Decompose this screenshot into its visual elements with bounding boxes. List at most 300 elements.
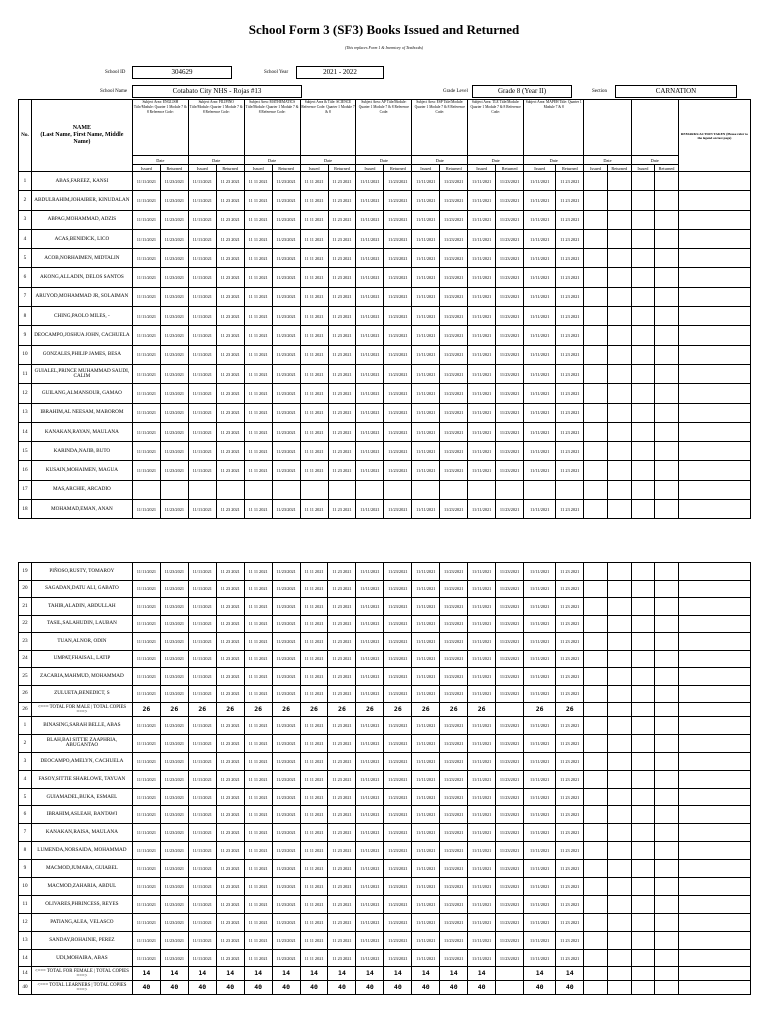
- issued-date-cell[interactable]: 11/11/2021: [188, 172, 216, 191]
- returned-date-cell[interactable]: 11 23 2021: [328, 229, 356, 248]
- issued-date-cell[interactable]: 11/11/2021: [356, 685, 384, 703]
- returned-date-cell[interactable]: 11/23/2021: [440, 364, 468, 383]
- returned-date-cell[interactable]: 11/23/2021: [384, 824, 412, 842]
- issued-date-cell[interactable]: 11/11/2021: [412, 615, 440, 633]
- returned-date-cell[interactable]: 11 23 2021: [556, 878, 584, 896]
- returned-date-cell[interactable]: 11/23/2021: [272, 860, 300, 878]
- returned-date-cell[interactable]: 11/23/2021: [496, 598, 524, 616]
- date-cell[interactable]: [524, 480, 556, 499]
- returned-date-cell[interactable]: [607, 500, 631, 519]
- returned-date-cell[interactable]: 11/23/2021: [384, 752, 412, 770]
- returned-date-cell[interactable]: 11/23/2021: [160, 770, 188, 788]
- issued-date-cell[interactable]: 11 11 2021: [244, 268, 272, 287]
- returned-date-cell[interactable]: [607, 563, 631, 581]
- returned-date-cell[interactable]: 11/23/2021: [272, 422, 300, 441]
- remarks-cell[interactable]: [678, 913, 750, 931]
- returned-date-cell[interactable]: [607, 734, 631, 752]
- returned-date-cell[interactable]: 11/23/2021: [384, 633, 412, 651]
- date-cell[interactable]: [584, 480, 608, 499]
- returned-date-cell[interactable]: 11 23 2021: [216, 229, 244, 248]
- returned-date-cell[interactable]: 11/23/2021: [160, 913, 188, 931]
- issued-date-cell[interactable]: 11 11 2021: [300, 287, 328, 306]
- issued-date-cell[interactable]: 11 11 2021: [244, 650, 272, 668]
- issued-date-cell[interactable]: 11/11/2021: [468, 949, 496, 967]
- date-cell[interactable]: [468, 480, 496, 499]
- issued-date-cell[interactable]: 11 11 2021: [244, 364, 272, 383]
- issued-date-cell[interactable]: 11/11/2021: [468, 895, 496, 913]
- returned-date-cell[interactable]: 11 23 2021: [556, 580, 584, 598]
- returned-date-cell[interactable]: 11/23/2021: [440, 287, 468, 306]
- returned-date-cell[interactable]: 11 23 2021: [216, 860, 244, 878]
- issued-date-cell[interactable]: 11/11/2021: [468, 422, 496, 441]
- returned-date-cell[interactable]: [655, 268, 679, 287]
- issued-date-cell[interactable]: 11/11/2021: [412, 461, 440, 480]
- issued-date-cell[interactable]: [584, 287, 608, 306]
- returned-date-cell[interactable]: 11 23 2021: [216, 770, 244, 788]
- issued-date-cell[interactable]: 11/11/2021: [468, 931, 496, 949]
- issued-date-cell[interactable]: 11 11 2021: [244, 685, 272, 703]
- issued-date-cell[interactable]: 11/11/2021: [524, 895, 556, 913]
- issued-date-cell[interactable]: 11/11/2021: [132, 384, 160, 403]
- issued-date-cell[interactable]: 11/11/2021: [132, 806, 160, 824]
- remarks-cell[interactable]: [678, 598, 750, 616]
- issued-date-cell[interactable]: 11 11 2021: [300, 685, 328, 703]
- issued-date-cell[interactable]: [631, 384, 655, 403]
- returned-date-cell[interactable]: 11 23 2021: [328, 878, 356, 896]
- remarks-cell[interactable]: [678, 326, 750, 345]
- returned-date-cell[interactable]: 11/23/2021: [384, 563, 412, 581]
- remarks-cell[interactable]: [678, 249, 750, 268]
- issued-date-cell[interactable]: [631, 580, 655, 598]
- returned-date-cell[interactable]: 11 23 2021: [216, 878, 244, 896]
- remarks-cell[interactable]: [678, 842, 750, 860]
- remarks-cell[interactable]: [678, 287, 750, 306]
- returned-date-cell[interactable]: [655, 685, 679, 703]
- issued-date-cell[interactable]: 11/11/2021: [468, 461, 496, 480]
- returned-date-cell[interactable]: 11/23/2021: [496, 442, 524, 461]
- issued-date-cell[interactable]: 11/11/2021: [132, 824, 160, 842]
- issued-date-cell[interactable]: 11 11 2021: [244, 615, 272, 633]
- returned-date-cell[interactable]: 11 23 2021: [328, 615, 356, 633]
- returned-date-cell[interactable]: 11/23/2021: [496, 345, 524, 364]
- returned-date-cell[interactable]: 11/23/2021: [160, 268, 188, 287]
- issued-date-cell[interactable]: [584, 650, 608, 668]
- issued-date-cell[interactable]: 11/11/2021: [412, 913, 440, 931]
- issued-date-cell[interactable]: 11/11/2021: [188, 461, 216, 480]
- returned-date-cell[interactable]: 11 23 2021: [328, 650, 356, 668]
- issued-date-cell[interactable]: 11/11/2021: [524, 931, 556, 949]
- returned-date-cell[interactable]: 11/23/2021: [384, 442, 412, 461]
- returned-date-cell[interactable]: 11/23/2021: [384, 191, 412, 210]
- date-cell[interactable]: [384, 480, 412, 499]
- issued-date-cell[interactable]: 11/11/2021: [188, 442, 216, 461]
- issued-date-cell[interactable]: 11/11/2021: [524, 824, 556, 842]
- returned-date-cell[interactable]: 11 23 2021: [328, 364, 356, 383]
- returned-date-cell[interactable]: 11/23/2021: [440, 563, 468, 581]
- issued-date-cell[interactable]: 11/11/2021: [356, 633, 384, 651]
- issued-date-cell[interactable]: 11/11/2021: [188, 287, 216, 306]
- issued-date-cell[interactable]: [631, 563, 655, 581]
- issued-date-cell[interactable]: [631, 685, 655, 703]
- issued-date-cell[interactable]: 11/11/2021: [132, 345, 160, 364]
- returned-date-cell[interactable]: [607, 403, 631, 422]
- issued-date-cell[interactable]: 11/11/2021: [468, 326, 496, 345]
- issued-date-cell[interactable]: 11 11 2021: [244, 806, 272, 824]
- returned-date-cell[interactable]: 11 23 2021: [216, 788, 244, 806]
- returned-date-cell[interactable]: 11/23/2021: [272, 615, 300, 633]
- remarks-cell[interactable]: [678, 364, 750, 383]
- issued-date-cell[interactable]: 11 11 2021: [244, 824, 272, 842]
- issued-date-cell[interactable]: 11/11/2021: [412, 650, 440, 668]
- date-cell[interactable]: [440, 480, 468, 499]
- returned-date-cell[interactable]: 11/23/2021: [160, 949, 188, 967]
- issued-date-cell[interactable]: 11/11/2021: [188, 210, 216, 229]
- returned-date-cell[interactable]: 11/23/2021: [496, 615, 524, 633]
- issued-date-cell[interactable]: 11/11/2021: [412, 307, 440, 326]
- issued-date-cell[interactable]: 11/11/2021: [356, 860, 384, 878]
- remarks-cell[interactable]: [678, 580, 750, 598]
- issued-date-cell[interactable]: 11/11/2021: [188, 668, 216, 686]
- returned-date-cell[interactable]: 11 23 2021: [556, 326, 584, 345]
- returned-date-cell[interactable]: 11 23 2021: [328, 788, 356, 806]
- returned-date-cell[interactable]: 11/23/2021: [160, 734, 188, 752]
- returned-date-cell[interactable]: 11/23/2021: [272, 307, 300, 326]
- issued-date-cell[interactable]: 11/11/2021: [132, 422, 160, 441]
- returned-date-cell[interactable]: 11/23/2021: [440, 633, 468, 651]
- issued-date-cell[interactable]: [631, 650, 655, 668]
- returned-date-cell[interactable]: 11/23/2021: [160, 580, 188, 598]
- returned-date-cell[interactable]: 11/23/2021: [272, 364, 300, 383]
- returned-date-cell[interactable]: 11 23 2021: [328, 403, 356, 422]
- issued-date-cell[interactable]: 11 11 2021: [300, 615, 328, 633]
- remarks-cell[interactable]: [678, 860, 750, 878]
- issued-date-cell[interactable]: 11/11/2021: [412, 384, 440, 403]
- issued-date-cell[interactable]: 11/11/2021: [412, 895, 440, 913]
- returned-date-cell[interactable]: 11/23/2021: [272, 326, 300, 345]
- returned-date-cell[interactable]: [655, 563, 679, 581]
- returned-date-cell[interactable]: 11 23 2021: [556, 685, 584, 703]
- issued-date-cell[interactable]: 11/11/2021: [132, 326, 160, 345]
- returned-date-cell[interactable]: 11/23/2021: [496, 210, 524, 229]
- returned-date-cell[interactable]: 11 23 2021: [328, 598, 356, 616]
- returned-date-cell[interactable]: [607, 770, 631, 788]
- issued-date-cell[interactable]: 11/11/2021: [188, 191, 216, 210]
- issued-date-cell[interactable]: [584, 878, 608, 896]
- returned-date-cell[interactable]: 11/23/2021: [440, 931, 468, 949]
- issued-date-cell[interactable]: 11/11/2021: [412, 500, 440, 519]
- returned-date-cell[interactable]: 11 23 2021: [216, 268, 244, 287]
- returned-date-cell[interactable]: 11 23 2021: [556, 913, 584, 931]
- returned-date-cell[interactable]: 11 23 2021: [328, 842, 356, 860]
- issued-date-cell[interactable]: [631, 210, 655, 229]
- returned-date-cell[interactable]: 11 23 2021: [556, 442, 584, 461]
- issued-date-cell[interactable]: 11/11/2021: [188, 806, 216, 824]
- returned-date-cell[interactable]: [607, 307, 631, 326]
- issued-date-cell[interactable]: 11/11/2021: [356, 500, 384, 519]
- returned-date-cell[interactable]: 11/23/2021: [440, 500, 468, 519]
- returned-date-cell[interactable]: 11 23 2021: [216, 824, 244, 842]
- remarks-cell[interactable]: [678, 442, 750, 461]
- issued-date-cell[interactable]: 11 11 2021: [300, 345, 328, 364]
- returned-date-cell[interactable]: 11/23/2021: [160, 685, 188, 703]
- issued-date-cell[interactable]: 11/11/2021: [468, 668, 496, 686]
- issued-date-cell[interactable]: 11 11 2021: [300, 403, 328, 422]
- returned-date-cell[interactable]: 11 23 2021: [216, 895, 244, 913]
- issued-date-cell[interactable]: 11/11/2021: [468, 210, 496, 229]
- issued-date-cell[interactable]: 11/11/2021: [356, 442, 384, 461]
- returned-date-cell[interactable]: 11/23/2021: [160, 650, 188, 668]
- issued-date-cell[interactable]: [631, 287, 655, 306]
- issued-date-cell[interactable]: 11 11 2021: [300, 210, 328, 229]
- returned-date-cell[interactable]: 11/23/2021: [440, 824, 468, 842]
- issued-date-cell[interactable]: 11/11/2021: [468, 878, 496, 896]
- issued-date-cell[interactable]: [631, 860, 655, 878]
- returned-date-cell[interactable]: 11/23/2021: [272, 442, 300, 461]
- issued-date-cell[interactable]: 11/11/2021: [468, 615, 496, 633]
- issued-date-cell[interactable]: 11/11/2021: [412, 442, 440, 461]
- issued-date-cell[interactable]: 11/11/2021: [188, 403, 216, 422]
- issued-date-cell[interactable]: 11/11/2021: [468, 287, 496, 306]
- returned-date-cell[interactable]: [655, 770, 679, 788]
- issued-date-cell[interactable]: [584, 172, 608, 191]
- issued-date-cell[interactable]: 11/11/2021: [356, 403, 384, 422]
- issued-date-cell[interactable]: 11/11/2021: [524, 633, 556, 651]
- issued-date-cell[interactable]: 11/11/2021: [412, 403, 440, 422]
- returned-date-cell[interactable]: [655, 326, 679, 345]
- issued-date-cell[interactable]: 11/11/2021: [468, 752, 496, 770]
- returned-date-cell[interactable]: 11 23 2021: [328, 913, 356, 931]
- issued-date-cell[interactable]: 11/11/2021: [188, 307, 216, 326]
- returned-date-cell[interactable]: 11 23 2021: [328, 668, 356, 686]
- issued-date-cell[interactable]: 11/11/2021: [356, 770, 384, 788]
- returned-date-cell[interactable]: 11/23/2021: [384, 461, 412, 480]
- date-cell[interactable]: [216, 480, 244, 499]
- returned-date-cell[interactable]: 11/23/2021: [440, 210, 468, 229]
- issued-date-cell[interactable]: 11/11/2021: [132, 500, 160, 519]
- returned-date-cell[interactable]: 11 23 2021: [216, 650, 244, 668]
- returned-date-cell[interactable]: 11 23 2021: [328, 461, 356, 480]
- returned-date-cell[interactable]: 11/23/2021: [496, 806, 524, 824]
- remarks-cell[interactable]: [678, 422, 750, 441]
- issued-date-cell[interactable]: 11/11/2021: [356, 307, 384, 326]
- returned-date-cell[interactable]: 11/23/2021: [384, 895, 412, 913]
- returned-date-cell[interactable]: [655, 364, 679, 383]
- returned-date-cell[interactable]: 11 23 2021: [556, 598, 584, 616]
- returned-date-cell[interactable]: 11/23/2021: [272, 500, 300, 519]
- issued-date-cell[interactable]: 11/11/2021: [132, 580, 160, 598]
- returned-date-cell[interactable]: 11 23 2021: [556, 752, 584, 770]
- issued-date-cell[interactable]: 11 11 2021: [300, 734, 328, 752]
- issued-date-cell[interactable]: 11/11/2021: [188, 650, 216, 668]
- date-cell[interactable]: [356, 480, 384, 499]
- date-cell[interactable]: [607, 480, 631, 499]
- issued-date-cell[interactable]: 11/11/2021: [468, 860, 496, 878]
- returned-date-cell[interactable]: [655, 668, 679, 686]
- issued-date-cell[interactable]: 11 11 2021: [300, 788, 328, 806]
- issued-date-cell[interactable]: 11/11/2021: [356, 422, 384, 441]
- returned-date-cell[interactable]: 11/23/2021: [440, 461, 468, 480]
- issued-date-cell[interactable]: 11/11/2021: [412, 563, 440, 581]
- returned-date-cell[interactable]: 11/23/2021: [496, 229, 524, 248]
- returned-date-cell[interactable]: [655, 633, 679, 651]
- issued-date-cell[interactable]: 11/11/2021: [356, 668, 384, 686]
- returned-date-cell[interactable]: 11/23/2021: [440, 249, 468, 268]
- issued-date-cell[interactable]: 11/11/2021: [356, 563, 384, 581]
- issued-date-cell[interactable]: 11/11/2021: [524, 191, 556, 210]
- returned-date-cell[interactable]: 11/23/2021: [384, 650, 412, 668]
- returned-date-cell[interactable]: 11 23 2021: [556, 563, 584, 581]
- issued-date-cell[interactable]: 11 11 2021: [300, 364, 328, 383]
- returned-date-cell[interactable]: 11/23/2021: [440, 172, 468, 191]
- issued-date-cell[interactable]: 11/11/2021: [188, 770, 216, 788]
- issued-date-cell[interactable]: 11 11 2021: [300, 249, 328, 268]
- issued-date-cell[interactable]: 11/11/2021: [524, 860, 556, 878]
- returned-date-cell[interactable]: [607, 229, 631, 248]
- issued-date-cell[interactable]: 11/11/2021: [524, 806, 556, 824]
- issued-date-cell[interactable]: 11/11/2021: [132, 788, 160, 806]
- returned-date-cell[interactable]: 11/23/2021: [440, 598, 468, 616]
- issued-date-cell[interactable]: 11/11/2021: [356, 210, 384, 229]
- returned-date-cell[interactable]: 11/23/2021: [440, 788, 468, 806]
- issued-date-cell[interactable]: 11/11/2021: [188, 842, 216, 860]
- issued-date-cell[interactable]: 11 11 2021: [244, 668, 272, 686]
- issued-date-cell[interactable]: 11/11/2021: [468, 598, 496, 616]
- returned-date-cell[interactable]: 11/23/2021: [272, 580, 300, 598]
- issued-date-cell[interactable]: 11 11 2021: [244, 931, 272, 949]
- returned-date-cell[interactable]: 11 23 2021: [328, 633, 356, 651]
- issued-date-cell[interactable]: [631, 229, 655, 248]
- returned-date-cell[interactable]: 11/23/2021: [496, 633, 524, 651]
- issued-date-cell[interactable]: 11/11/2021: [468, 788, 496, 806]
- issued-date-cell[interactable]: 11/11/2021: [468, 717, 496, 735]
- date-cell[interactable]: [412, 480, 440, 499]
- issued-date-cell[interactable]: [631, 191, 655, 210]
- returned-date-cell[interactable]: 11 23 2021: [556, 806, 584, 824]
- returned-date-cell[interactable]: 11/23/2021: [496, 752, 524, 770]
- returned-date-cell[interactable]: 11 23 2021: [216, 403, 244, 422]
- issued-date-cell[interactable]: 11/11/2021: [412, 364, 440, 383]
- issued-date-cell[interactable]: 11/11/2021: [412, 287, 440, 306]
- returned-date-cell[interactable]: 11/23/2021: [440, 307, 468, 326]
- returned-date-cell[interactable]: 11/23/2021: [160, 806, 188, 824]
- issued-date-cell[interactable]: 11 11 2021: [244, 563, 272, 581]
- returned-date-cell[interactable]: 11/23/2021: [496, 403, 524, 422]
- returned-date-cell[interactable]: 11/23/2021: [496, 461, 524, 480]
- returned-date-cell[interactable]: 11 23 2021: [556, 770, 584, 788]
- issued-date-cell[interactable]: [631, 752, 655, 770]
- issued-date-cell[interactable]: 11/11/2021: [524, 229, 556, 248]
- issued-date-cell[interactable]: 11 11 2021: [300, 752, 328, 770]
- returned-date-cell[interactable]: 11/23/2021: [384, 384, 412, 403]
- returned-date-cell[interactable]: 11 23 2021: [556, 650, 584, 668]
- issued-date-cell[interactable]: 11/11/2021: [524, 461, 556, 480]
- issued-date-cell[interactable]: 11/11/2021: [356, 229, 384, 248]
- issued-date-cell[interactable]: [631, 734, 655, 752]
- returned-date-cell[interactable]: 11 23 2021: [216, 326, 244, 345]
- issued-date-cell[interactable]: 11/11/2021: [468, 806, 496, 824]
- issued-date-cell[interactable]: 11/11/2021: [132, 878, 160, 896]
- issued-date-cell[interactable]: 11/11/2021: [356, 326, 384, 345]
- returned-date-cell[interactable]: 11 23 2021: [216, 172, 244, 191]
- remarks-cell[interactable]: [678, 717, 750, 735]
- returned-date-cell[interactable]: 11/23/2021: [496, 191, 524, 210]
- returned-date-cell[interactable]: [607, 931, 631, 949]
- returned-date-cell[interactable]: 11/23/2021: [440, 895, 468, 913]
- issued-date-cell[interactable]: 11/11/2021: [188, 229, 216, 248]
- issued-date-cell[interactable]: 11/11/2021: [356, 268, 384, 287]
- returned-date-cell[interactable]: 11/23/2021: [160, 191, 188, 210]
- issued-date-cell[interactable]: [631, 268, 655, 287]
- returned-date-cell[interactable]: 11 23 2021: [556, 461, 584, 480]
- returned-date-cell[interactable]: 11 23 2021: [216, 210, 244, 229]
- returned-date-cell[interactable]: [607, 668, 631, 686]
- issued-date-cell[interactable]: [631, 931, 655, 949]
- returned-date-cell[interactable]: 11/23/2021: [496, 650, 524, 668]
- issued-date-cell[interactable]: 11/11/2021: [468, 500, 496, 519]
- issued-date-cell[interactable]: 11/11/2021: [412, 268, 440, 287]
- returned-date-cell[interactable]: 11/23/2021: [384, 172, 412, 191]
- returned-date-cell[interactable]: 11/23/2021: [440, 268, 468, 287]
- issued-date-cell[interactable]: [584, 442, 608, 461]
- remarks-cell[interactable]: [678, 461, 750, 480]
- issued-date-cell[interactable]: 11/11/2021: [412, 580, 440, 598]
- date-cell[interactable]: [655, 480, 679, 499]
- issued-date-cell[interactable]: 11/11/2021: [356, 806, 384, 824]
- issued-date-cell[interactable]: 11 11 2021: [244, 403, 272, 422]
- issued-date-cell[interactable]: 11/11/2021: [188, 860, 216, 878]
- issued-date-cell[interactable]: [584, 668, 608, 686]
- returned-date-cell[interactable]: 11 23 2021: [556, 668, 584, 686]
- issued-date-cell[interactable]: [584, 210, 608, 229]
- returned-date-cell[interactable]: 11/23/2021: [440, 191, 468, 210]
- issued-date-cell[interactable]: 11/11/2021: [468, 249, 496, 268]
- returned-date-cell[interactable]: [607, 949, 631, 967]
- issued-date-cell[interactable]: 11 11 2021: [244, 633, 272, 651]
- returned-date-cell[interactable]: 11 23 2021: [216, 191, 244, 210]
- returned-date-cell[interactable]: 11 23 2021: [328, 580, 356, 598]
- returned-date-cell[interactable]: 11/23/2021: [272, 403, 300, 422]
- issued-date-cell[interactable]: [584, 615, 608, 633]
- issued-date-cell[interactable]: [584, 895, 608, 913]
- issued-date-cell[interactable]: 11 11 2021: [244, 734, 272, 752]
- returned-date-cell[interactable]: 11 23 2021: [556, 734, 584, 752]
- returned-date-cell[interactable]: 11/23/2021: [160, 895, 188, 913]
- issued-date-cell[interactable]: 11 11 2021: [244, 442, 272, 461]
- returned-date-cell[interactable]: 11/23/2021: [160, 326, 188, 345]
- issued-date-cell[interactable]: [584, 752, 608, 770]
- returned-date-cell[interactable]: 11/23/2021: [272, 563, 300, 581]
- returned-date-cell[interactable]: 11 23 2021: [328, 824, 356, 842]
- issued-date-cell[interactable]: 11 11 2021: [244, 172, 272, 191]
- returned-date-cell[interactable]: 11/23/2021: [496, 326, 524, 345]
- returned-date-cell[interactable]: [655, 210, 679, 229]
- issued-date-cell[interactable]: 11/11/2021: [188, 364, 216, 383]
- returned-date-cell[interactable]: 11/23/2021: [496, 364, 524, 383]
- issued-date-cell[interactable]: 11/11/2021: [188, 949, 216, 967]
- issued-date-cell[interactable]: 11/11/2021: [412, 172, 440, 191]
- returned-date-cell[interactable]: [655, 403, 679, 422]
- issued-date-cell[interactable]: [631, 717, 655, 735]
- returned-date-cell[interactable]: 11 23 2021: [216, 668, 244, 686]
- issued-date-cell[interactable]: 11/11/2021: [412, 949, 440, 967]
- returned-date-cell[interactable]: [655, 615, 679, 633]
- returned-date-cell[interactable]: 11/23/2021: [160, 842, 188, 860]
- returned-date-cell[interactable]: 11 23 2021: [216, 500, 244, 519]
- returned-date-cell[interactable]: 11 23 2021: [328, 268, 356, 287]
- remarks-cell[interactable]: [678, 878, 750, 896]
- issued-date-cell[interactable]: 11/11/2021: [468, 770, 496, 788]
- returned-date-cell[interactable]: 11/23/2021: [272, 287, 300, 306]
